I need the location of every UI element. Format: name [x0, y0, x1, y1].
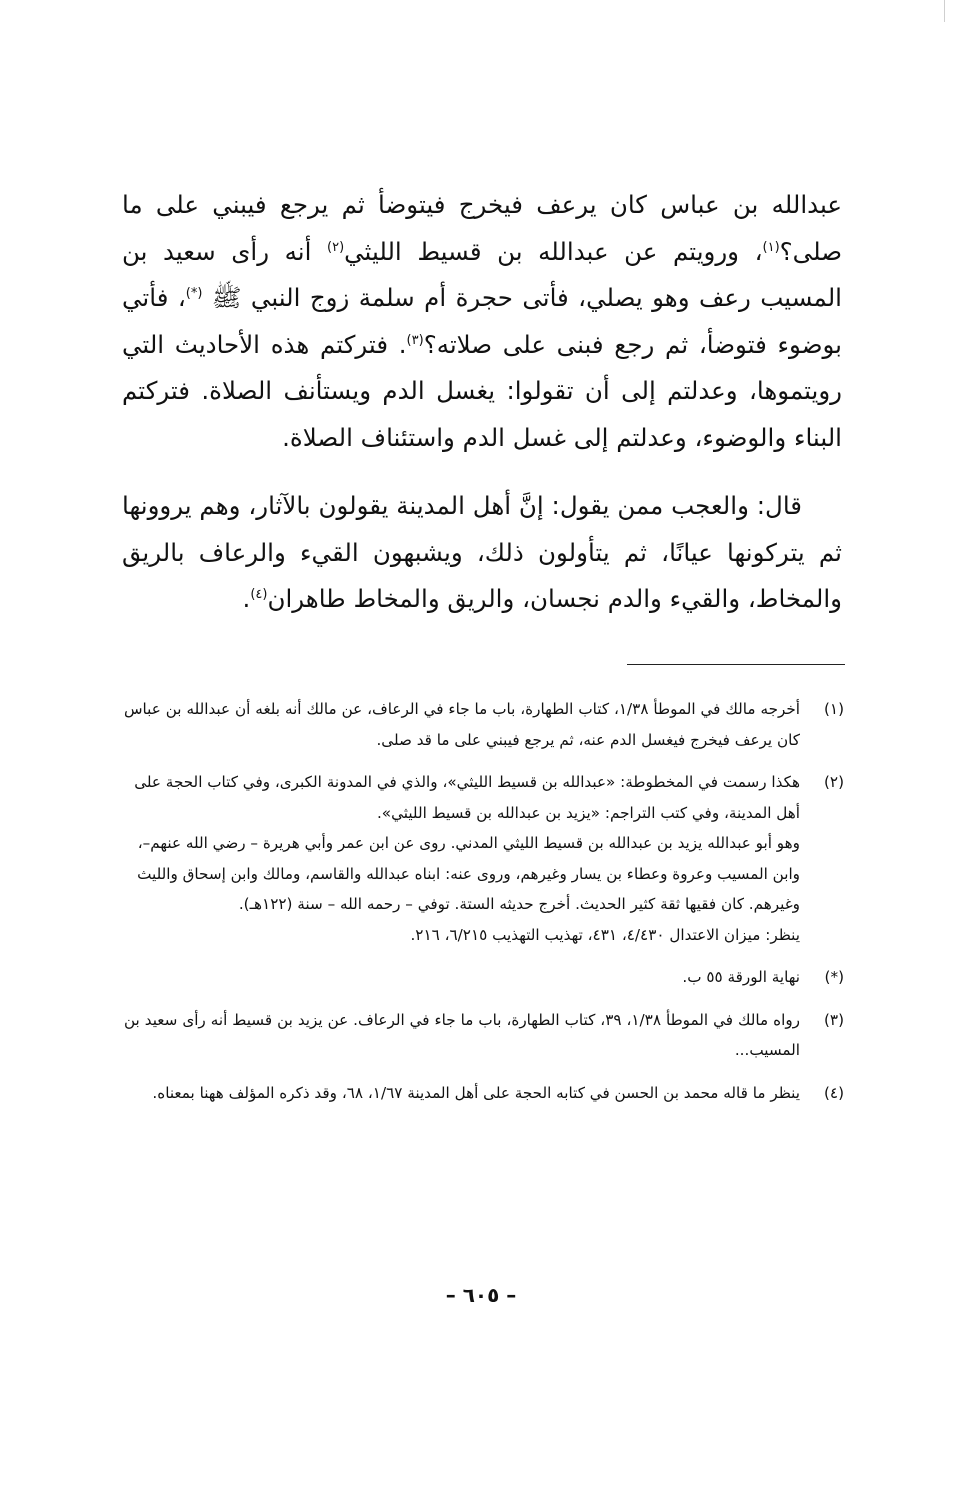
footnote-4: [124, 1078, 844, 1109]
footnote-text: نهاية الورقة ٥٥ ب.: [682, 968, 800, 986]
footnote-text-biography: وهو أبو عبدالله يزيد بن عبدالله بن قسيط الليثي المدني. روى عن ابن عمر وأبي هريرة – رضي الله عنهم–، وابن المسيب وعروة وعطاء بن يسار وغيرهم، وروى عنه: ابناه عبدالله والقاسم، ومالك وابن إسحاق والليث وغيرهم. كان فقيها ثقة كثير الحديث. أخرج حديثه الستة. توفي – رحمه الله – سنة (١٢٢هـ).: [137, 834, 800, 913]
para2-text-end: .: [242, 584, 251, 613]
footnote-3: [124, 1005, 844, 1066]
para1-text-d: ، فأتي بوضوء فتوضأ، ثم رجع فبنى على صلاته؟: [122, 283, 842, 359]
paragraph-1: [122, 182, 842, 461]
footnotes-section: [124, 694, 844, 1120]
main-text: [122, 182, 842, 623]
footnote-number: (*): [824, 968, 844, 986]
footnote-star: [124, 962, 844, 993]
footnote-number: (٤): [823, 1083, 844, 1102]
footnote-text: رواه مالك في الموطأ ١/٣٨، ٣٩، كتاب الطهارة، باب ما جاء في الرعاف. عن يزيد بن قسيط أنه رأى سعيد بن المسيب...: [124, 1010, 800, 1059]
footnote-number: (٢): [823, 773, 844, 791]
page-number: – ٦٠٥ –: [445, 1283, 517, 1307]
footnote-ref-star[interactable]: (*): [185, 285, 203, 301]
para1-text-e: . فتركتم هذه الأحاديث التي رويتموها، وعدلتم إلى أن تقولوا: يغسل الدم ويستأنف الصلاة. فتركتم البناء والوضوء، وعدلتم إلى غسل الدم واستئناف الصلاة.: [122, 329, 842, 452]
footnote-number: (٣): [823, 1010, 844, 1029]
footnote-text: هكذا رسمت في المخطوطة: «عبدالله بن قسيط الليثي»، والذي في المدونة الكبرى، وفي كتاب الحجة على أهل المدينة، وفي كتب التراجم: «يزيد بن عبدالله بن قسيط الليثي».: [134, 773, 800, 822]
footnote-1: [124, 694, 844, 755]
footnote-body: [124, 767, 800, 950]
para1-text-b: ، ورويتم عن عبدالله بن قسيط الليثي: [344, 236, 763, 266]
margin-mark: [944, 0, 945, 22]
footnote-text: أخرجه مالك في الموطأ ١/٣٨، كتاب الطهارة، باب ما جاء في الرعاف، عن مالك أنه بلغه أن عبدالله بن عباس كان يرعف فيخرج فيغسل الدم عنه، ثم يرجع فيبني على ما قد صلى.: [124, 700, 800, 749]
footnote-number: (١): [823, 700, 844, 718]
footnote-separator: [627, 664, 845, 665]
para2-text-a: قال: والعجب ممن يقول: إنَّ أهل المدينة يقولون بالآثار، وهم يروونها ثم يتركونها عيانًا، ثم يتأولون ذلك، ويشبهون القيء والرعاف بالريق والمخاط، والقيء والدم نجسان، والريق والمخاط طاهران: [122, 491, 842, 613]
footnote-ref-2[interactable]: (٢): [327, 239, 345, 255]
footnote-ref-1[interactable]: (١): [762, 239, 780, 255]
footnote-text: ينظر ما قاله محمد بن الحسن في كتابه الحجة على أهل المدينة ١/٦٧، ٦٨، وقد ذكره المؤلف ههنا بمعناه.: [152, 1083, 800, 1102]
para1-text-c: أنه رأى سعيد بن المسيب رعف وهو يصلي، فأتى حجرة أم سلمة زوج النبي ﷺ: [122, 236, 842, 312]
paragraph-2: [122, 483, 842, 623]
footnote-2: [124, 767, 844, 950]
footnote-ref-4[interactable]: (٤): [250, 586, 268, 602]
footnote-ref-3[interactable]: (٣): [406, 332, 424, 348]
footnote-text-references: ينظر: ميزان الاعتدال ٤/٤٣٠، ٤٣١، تهذيب التهذيب ٦/٢١٥، ٢١٦.: [410, 925, 800, 944]
para1-text-a: عبدالله بن عباس كان يرعف فيخرج فيتوضأ ثم يرجع فيبني على ما صلى؟: [122, 190, 842, 266]
